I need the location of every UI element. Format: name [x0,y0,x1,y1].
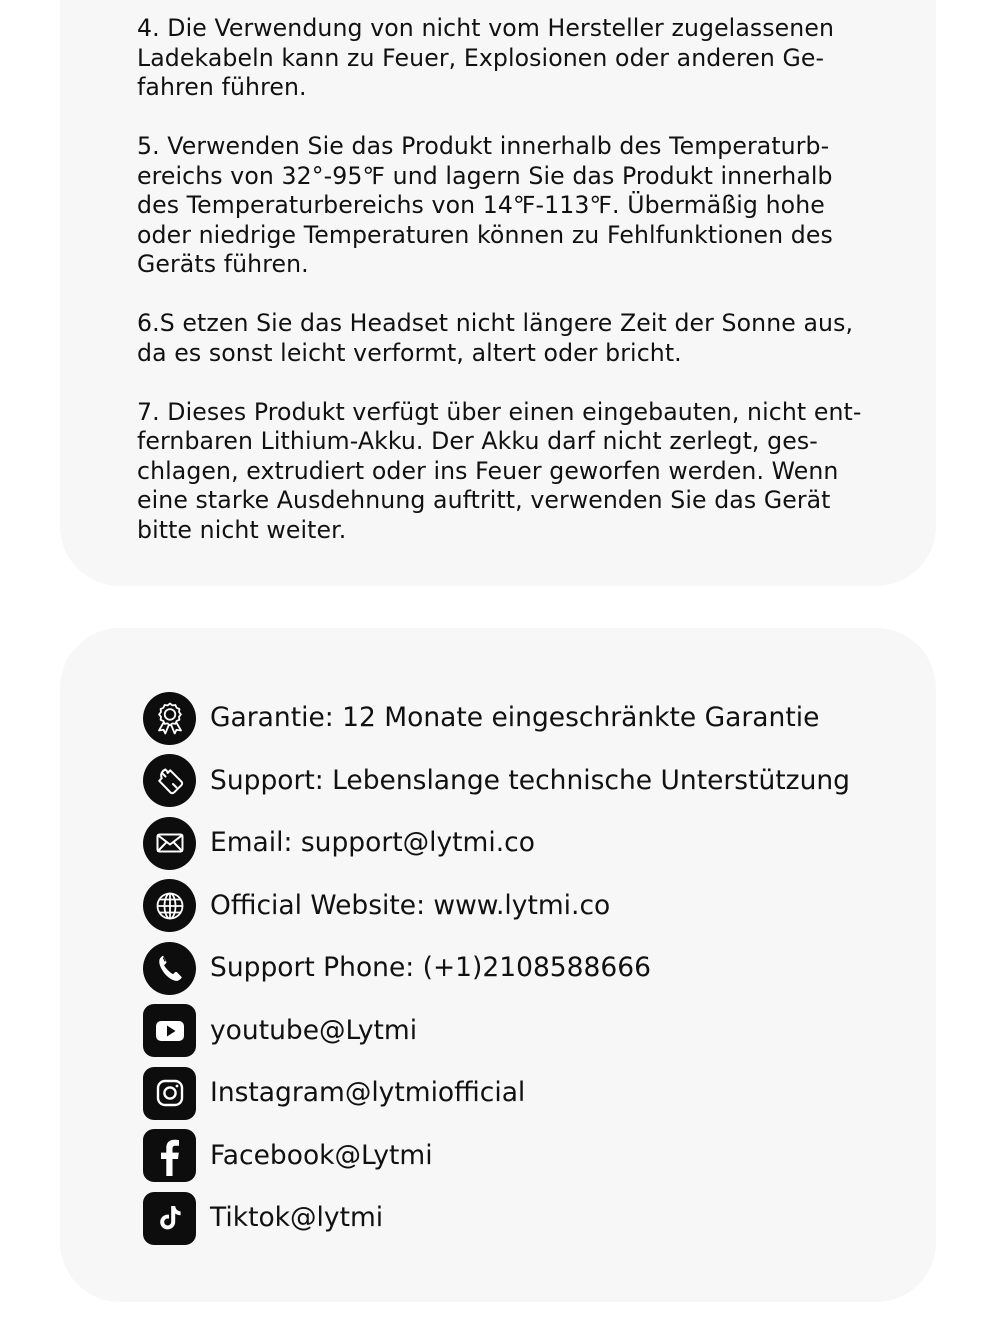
safety-item-6: 6.S etzen Sie das Headset nicht längere Zeit der Sonne aus, da es sonst leicht verformt, altert oder bricht. [137,309,854,367]
globe-icon [143,879,196,932]
website-text[interactable]: Official Website: www.lytmi.co [210,889,611,921]
facebook-icon [143,1129,196,1182]
facebook-row [143,1130,850,1182]
email-text[interactable]: Email: support@lytmi.co [210,827,535,858]
safety-instructions [137,14,897,575]
phone-icon [143,942,196,995]
tiktok-row [143,1192,850,1244]
phone-row [143,942,850,994]
safety-item-4: 4. Die Verwendung von nicht vom Hersteller zugelassenen Ladekabeln kann zu Feuer, Explosionen oder anderen Ge- fahren führen. [137,14,835,101]
youtube-icon [143,1004,196,1057]
tiktok-text[interactable]: Tiktok@lytmi [210,1202,384,1233]
contact-list [143,692,850,1255]
warranty-text: Garantie: 12 Monate eingeschränkte Garantie [210,702,820,733]
tiktok-icon [143,1192,196,1245]
instagram-row [143,1067,850,1119]
youtube-row [143,1005,850,1057]
support-text: Support: Lebenslange technische Unterstützung [210,764,850,796]
website-row [143,880,850,932]
email-row [143,817,850,869]
wrench-icon [143,754,196,807]
warranty-row [143,692,850,744]
phone-text[interactable]: Support Phone: (+1)2108588666 [210,952,651,983]
facebook-text[interactable]: Facebook@Lytmi [210,1139,433,1171]
support-row [143,755,850,807]
youtube-text[interactable]: youtube@Lytmi [210,1014,418,1046]
safety-item-7: 7. Dieses Produkt verfügt über einen eingebauten, nicht ent- fernbaren Lithium-Akku. Der Akku darf nicht zerlegt, ges- chlagen, extrudiert oder ins Feuer geworfen werden. Wenn eine starke Ausdehnung auftritt, verwenden Sie das Gerät bitte nicht weiter. [137,397,862,544]
award-ribbon-icon [143,692,196,745]
instagram-icon [143,1067,196,1120]
instagram-text[interactable]: Instagram@lytmiofficial [210,1077,526,1108]
safety-item-5: 5. Verwenden Sie das Produkt innerhalb des Temperaturb- ereichs von 32°-95℉ und lagern Sie das Produkt innerhalb des Temperaturbereichs von 14℉-113℉. Übermäßig hohe oder niedrige Temperaturen können zu Fehlfunktionen des Geräts führen. [137,132,833,278]
envelope-icon [143,817,196,870]
